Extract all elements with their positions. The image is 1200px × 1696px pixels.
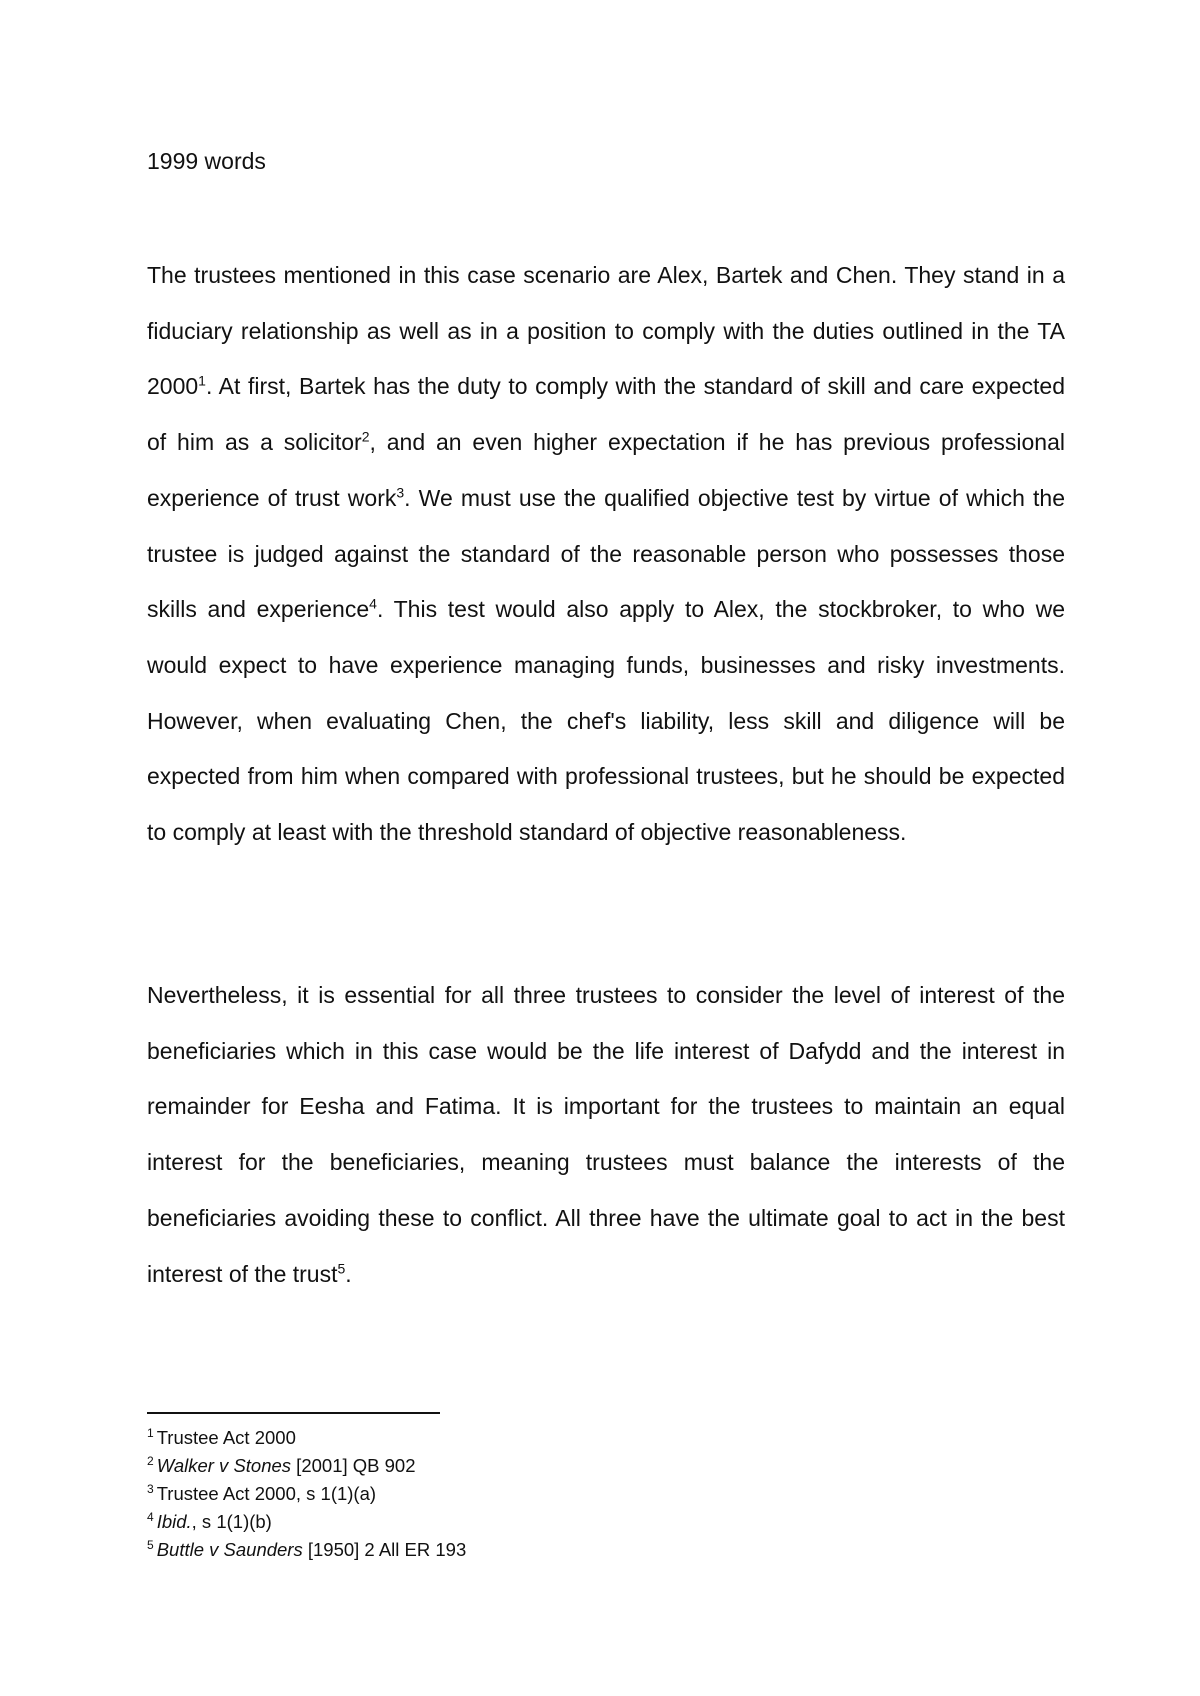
- footnote-case-name: Walker v Stones: [156, 1455, 292, 1476]
- footnote-text: Trustee Act 2000, s 1(1)(a): [156, 1483, 377, 1504]
- footnote-5: [147, 1536, 466, 1564]
- footnote-number: 2: [147, 1453, 154, 1468]
- footnote-text: [1950] 2 All ER 193: [302, 1539, 467, 1560]
- footnote-ref-3: 3: [396, 484, 405, 501]
- footnote-text: , s 1(1)(b): [191, 1511, 272, 1532]
- footnote-separator: [147, 1412, 440, 1414]
- footnote-ref-5: 5: [337, 1259, 346, 1276]
- footnote-text: [2001] QB 902: [291, 1455, 416, 1476]
- paragraph-beneficiaries: [147, 968, 1065, 1302]
- paragraph-2-text-1: Nevertheless, it is essential for all three trustees to consider the level of interest of the beneficiaries which in this case would be the life interest of Dafydd and the interest in remainder for Eesha and Fatima. It is important for the trustees to maintain an equal interest for the beneficiaries, meaning trustees must balance the interests of the beneficiaries avoiding these to conflict. All three have the ultimate goal to act in the best interest of the trust: [147, 982, 1065, 1287]
- paragraph-1-text-3: , and an even higher expectation if he has previous professional experience of trust work: [147, 429, 1065, 511]
- footnote-3: [147, 1480, 466, 1508]
- paragraph-1-text-2: . At first, Bartek has the duty to comply with the standard of skill and care expected of him as a solicitor: [147, 373, 1065, 456]
- paragraph-trustees-duties: [147, 248, 1065, 861]
- footnote-ref-1: 1: [198, 372, 206, 389]
- footnote-2: [147, 1452, 466, 1480]
- footnote-number: 3: [147, 1481, 154, 1496]
- paragraph-1-text-1: The trustees mentioned in this case scenario are Alex, Bartek and Chen. They stand in a fiduciary relationship as well as in a position to comply with the duties outlined in the TA 2000: [147, 262, 1065, 400]
- footnote-number: 5: [147, 1537, 154, 1552]
- footnote-ref-4: 4: [369, 595, 377, 612]
- footnote-number: 1: [147, 1425, 154, 1440]
- footnote-number: 4: [147, 1509, 154, 1524]
- footnote-ref-2: 2: [361, 428, 370, 445]
- footnote-case-name: Buttle v Saunders: [156, 1539, 303, 1560]
- footnote-text: Trustee Act 2000: [156, 1427, 296, 1448]
- footnote-4: [147, 1508, 466, 1536]
- paragraph-1-text-5: . This test would also apply to Alex, the stockbroker, to who we would expect to have experience managing funds, businesses and risky investments. However, when evaluating Chen, the chef's liability, less skill and diligence will be expected from him when compared with professional trustees, but he should be expected to comply at least with the threshold standard of objective reasonableness.: [147, 596, 1065, 846]
- footnote-case-name: Ibid.: [156, 1511, 192, 1532]
- footnote-1: [147, 1424, 466, 1452]
- paragraph-1-text-4: . We must use the qualified objective test by virtue of which the trustee is judged against the standard of the reasonable person who possesses those skills and experience: [147, 484, 1065, 623]
- word-count: 1999 words: [147, 148, 266, 174]
- paragraph-2-text-2: .: [345, 1260, 352, 1287]
- footnotes-list: [147, 1424, 466, 1564]
